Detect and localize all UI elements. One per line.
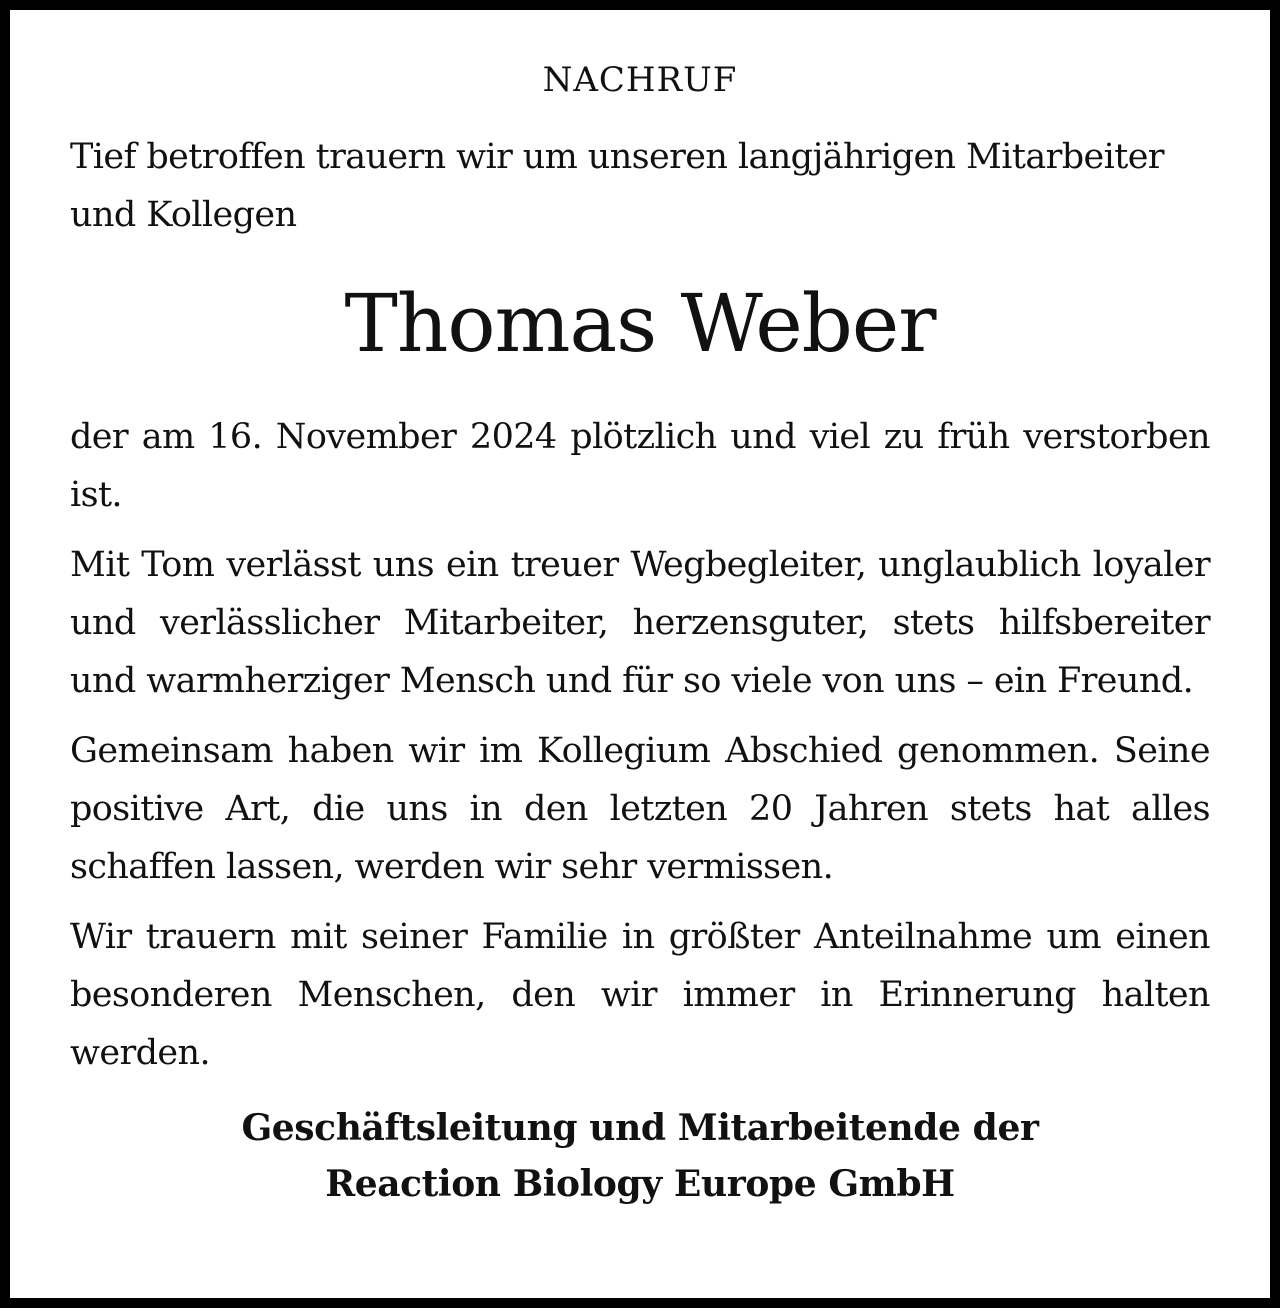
- paragraph-condolence: Wir trauern mit seiner Familie in größter Anteilnahme um einen besonderen Menschen, den wir immer in Erinnerung halten werden.: [70, 917, 1210, 1073]
- deceased-name: Thomas Weber: [344, 277, 936, 370]
- notice-heading: NACHRUF: [542, 60, 738, 100]
- intro-text: Tief betroffen trauern wir um unseren langjährigen Mitarbeiter und Kollegen: [70, 137, 1164, 235]
- paragraph-farewell: Gemeinsam haben wir im Kollegium Abschied genommen. Seine positive Art, die uns in den letzten 20 Jahren stets hat alles schaffen lassen, werden wir sehr vermissen.: [70, 731, 1210, 887]
- signature-line-2: Reaction Biology Europe GmbH: [325, 1163, 955, 1205]
- signature-block: [70, 1100, 1210, 1212]
- paragraph-death-date: der am 16. November 2024 plötzlich und viel zu früh verstorben ist.: [70, 417, 1210, 515]
- signature-line-1: Geschäftsleitung und Mitarbeitende der: [241, 1107, 1039, 1149]
- paragraph-tribute: Mit Tom verlässt uns ein treuer Wegbegleiter, unglaublich loyaler und verlässlicher Mitarbeiter, herzensguter, stets hilfsbereiter und warmherziger Mensch und für so viele von uns – ein Freund.: [70, 545, 1210, 701]
